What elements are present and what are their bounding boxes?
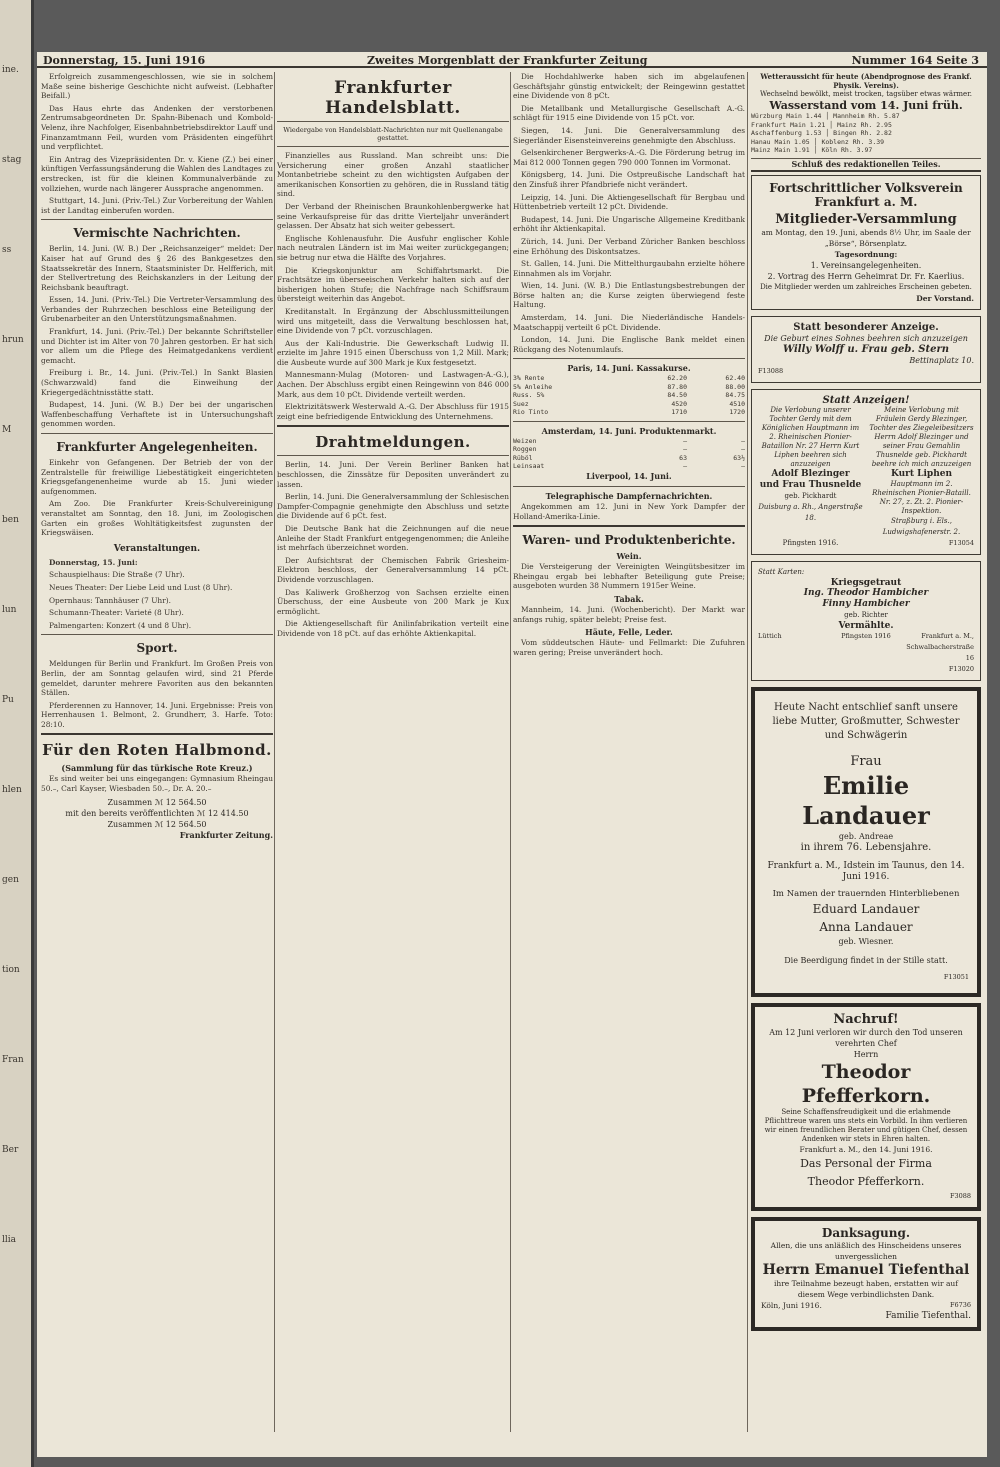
dank-place: Köln, Juni 1916. bbox=[761, 1300, 822, 1310]
engage-date: Pfingsten 1916. bbox=[782, 538, 839, 547]
nachruf-code: F3088 bbox=[949, 1191, 971, 1200]
newspaper-page bbox=[37, 52, 987, 1457]
nachruf-signature-1: Das Personal der Firma bbox=[800, 1156, 932, 1170]
engage-left-text: Die Verlobung unserer Tochter Gerdy mit dem Königlichen Hauptmann im 2. Rheinischen Pionier-Bataillon Nr. 27 Herrn Kurt Liphen beehren sich anzuzeigen bbox=[761, 405, 860, 468]
amsterdam-row bbox=[513, 437, 745, 446]
column-2 bbox=[277, 72, 509, 1432]
drahtmeldungen-list bbox=[277, 460, 509, 638]
amsterdam-row-cell: Rüböl bbox=[513, 453, 533, 462]
sport-list bbox=[41, 659, 273, 729]
section-sport-title: Sport. bbox=[136, 641, 178, 656]
waren-title: Waren- und Produktenberichte. bbox=[522, 533, 736, 548]
wein-title: Wein. bbox=[616, 551, 642, 562]
engage-right-text: Meine Verlobung mit Fräulein Gerdy Blezinger, Tochter des Ziegeleibesitzers Herrn Adolf Blezinger und seiner Frau Gemahlin Thusnelde geb. Pickhardt beehre ich mich anzuzeigen bbox=[869, 405, 974, 468]
wedding-label: Vermählte. bbox=[838, 620, 894, 631]
section-vermischte-title: Vermischte Nachrichten. bbox=[73, 226, 241, 241]
haute-title: Häute, Felle, Leder. bbox=[585, 627, 673, 638]
market-news-item: Siegen, 14. Juni. Die Generalversammlung des Siegerländer Eisensteinvereins genehmigte den Abschluss. bbox=[513, 125, 745, 145]
engage-code: F13054 bbox=[948, 538, 974, 547]
verein-agenda-title: Tagesordnung: bbox=[834, 249, 898, 259]
vermischte-item: Freiburg i. Br., 14. Juni. (Priv.-Tel.) In Sankt Blasien (Schwarzwald) fand die Einweihung der Kriegergedächtnisstätte statt. bbox=[41, 368, 273, 397]
left-strip-fragment: llia bbox=[2, 1235, 17, 1245]
engage-title: Statt Anzeigen! bbox=[822, 394, 910, 406]
drahtmeldung-item: Berlin, 14. Juni. Der Verein Berliner Banken hat beschlossen, die Zinssätze für Depositen unverändert zu lassen. bbox=[277, 460, 509, 489]
wedding-place-right: Frankfurt a. M., Schwalbacherstraße 16 bbox=[906, 631, 974, 662]
market-news-item: Budapest, 14. Juni. Die Ungarische Allgemeine Kreditbank erhöht ihr Aktienkapital. bbox=[513, 214, 745, 234]
death-mourner-2-birth: geb. Wiesner. bbox=[838, 936, 894, 946]
paris-row bbox=[513, 400, 745, 409]
left-strip-fragment: hrun bbox=[2, 335, 24, 345]
stuttgart-item: Stuttgart, 14. Juni. (Priv.-Tel.) Zur Vorbereitung der Wahlen ist der Landtag einberufen worden. bbox=[41, 196, 273, 215]
nachruf-intro: Am 12 Juni verloren wir durch den Tod unseren verehrten Chef bbox=[769, 1027, 963, 1048]
amsterdam-table bbox=[513, 437, 745, 471]
column-rule bbox=[510, 72, 511, 1432]
column-4 bbox=[751, 72, 981, 1432]
market-news-item: Leipzig, 14. Juni. Die Aktiengesellschaft für Bergbau und Hüttenbetrieb verteilt 12 pCt. Dividende. bbox=[513, 192, 745, 212]
halbmond-signature: Frankfurter Zeitung. bbox=[179, 829, 273, 840]
water-row: Würzburg Main 1.44 │ Mannheim Rh. 5.87 bbox=[751, 112, 900, 120]
paris-row-cell: Suez bbox=[513, 399, 529, 408]
divider bbox=[513, 421, 745, 422]
halbmond-title: Für den Roten Halbmond. bbox=[42, 741, 272, 760]
halbmond-text: Es sind weiter bei uns eingegangen: Gymnasium Rheingau 50.–, Carl Kayser, Wiesbaden 50.–, Dr. A. 20.– bbox=[41, 774, 273, 794]
dank-signature: Familie Tiefenthal. bbox=[885, 1310, 971, 1321]
verein-signature: Der Vorstand. bbox=[916, 293, 974, 303]
paris-row-cell: 84.50 bbox=[667, 391, 687, 400]
engage-right-rank: Hauptmann im 2. Rheinischen Pionier-Bataill. Nr. 27, z. Zt. 2. Pionier-Inspektion. bbox=[872, 479, 971, 515]
engage-columns bbox=[758, 406, 974, 538]
left-strip-fragment: Pu bbox=[2, 695, 14, 705]
amsterdam-row-cell: 63 bbox=[679, 453, 687, 462]
handelsblatt-article: Die Kriegskonjunktur am Schiffahrtsmarkt. Die Frachtsätze im überseeischen Verkehr halten sich auf der bisherigen hohen Stufe; die Nachfrage nach Schiffsraum übersteigt weiterhin das Angebot. bbox=[277, 265, 509, 304]
paris-row-cell: 88.00 bbox=[725, 382, 745, 391]
weather-text: Wechselnd bewölkt, meist trocken, tagsüber etwas wärmer. bbox=[759, 90, 973, 98]
death-age: in ihrem 76. Lebensjahre. bbox=[800, 841, 932, 853]
death-mourner-2: Anna Landauer bbox=[819, 919, 913, 934]
lead-paragraphs bbox=[41, 72, 273, 193]
wedding-title: Kriegsgetraut bbox=[830, 577, 902, 588]
paris-row-cell: 62.40 bbox=[725, 374, 745, 383]
amsterdam-row-cell: 63½ bbox=[733, 453, 745, 462]
paris-row-cell: 4520 bbox=[671, 399, 687, 408]
wedding-code: F13020 bbox=[948, 664, 974, 673]
paris-row-cell: Russ. 5% bbox=[513, 391, 545, 400]
paris-row-cell: 1720 bbox=[729, 408, 745, 417]
nachruf-title: Nachruf! bbox=[833, 1011, 899, 1027]
dank-text: Allen, die uns anläßlich des Hinscheidens unseres unvergesslichen bbox=[770, 1240, 962, 1261]
lead-paragraph: Erfolgreich zusammengeschlossen, wie sie in solchem Maße seine bisherige Geschichte nicht aufweist. (Lebhafter Beifall.) bbox=[41, 72, 273, 101]
amsterdam-row-cell: — bbox=[683, 436, 687, 445]
left-strip-fragment: M bbox=[2, 425, 12, 435]
drahtmeldung-item: Die Aktiengesellschaft für Anilinfabrikation verteilt eine Dividende von 18 pCt. auf das erhöhte Aktienkapital. bbox=[277, 619, 509, 638]
death-birth: geb. Andreae bbox=[838, 831, 894, 841]
dank-footer bbox=[761, 1300, 971, 1311]
left-strip-fragment: hlen bbox=[2, 785, 22, 795]
left-page-strip bbox=[0, 0, 34, 1467]
paris-row-cell: 87.80 bbox=[667, 382, 687, 391]
divider bbox=[41, 634, 273, 635]
handelsblatt-article: Englische Kohlenausfuhr. Die Ausfuhr englischer Kohle nach neutralen Ländern ist im Mai weiter zurückgegangen; sie betrug nur etwa die Hälfte des Vorjahres. bbox=[277, 233, 509, 262]
left-strip-fragment: tion bbox=[2, 965, 20, 975]
drahtmeldungen-title: Drahtmeldungen. bbox=[315, 433, 471, 452]
paris-row bbox=[513, 383, 745, 392]
tabak-title: Tabak. bbox=[614, 593, 644, 604]
paris-row bbox=[513, 374, 745, 383]
amsterdam-row-cell: — bbox=[683, 445, 687, 454]
lead-paragraph: Ein Antrag des Vizepräsidenten Dr. v. Kiene (Z.) bei einer künftigen Verfassungsänderung die Wahlen des Landtages zu erstrecken, ist für die kleinen Kommunalverbände zu vollziehen, wurde nach längerer Aussprache angenommen. bbox=[41, 154, 273, 193]
angelegenheiten-item: Einkehr von Gefangenen. Der Betrieb der von der Zentralstelle für freiwillige Liebestätigkeit eingerichteten Kriegsgefangenenheime wurde ab 15. Juni wieder aufgenommen. bbox=[41, 458, 273, 496]
nachruf-herr: Herrn bbox=[853, 1049, 879, 1059]
engagement-ad bbox=[751, 389, 981, 555]
verein-note: Die Mitglieder werden um zahlreiches Erscheinen gebeten. bbox=[760, 282, 972, 291]
left-strip-fragment: lun bbox=[2, 605, 17, 615]
divider bbox=[513, 486, 745, 487]
wedding-groom: Ing. Theodor Hambicher bbox=[803, 587, 929, 598]
nachruf-signature-2: Theodor Pfefferkorn. bbox=[807, 1174, 925, 1188]
paris-row bbox=[513, 391, 745, 400]
handelsblatt-article: Finanzielles aus Russland. Man schreibt uns: Die Versicherung einer großen Anzahl staatlicher Montanbetriebe scheint zu den wichtigsten Aufgaben der amerikanischen Konsortien zu gehören, die in Russland tätig sind. bbox=[277, 151, 509, 199]
event-item: Palmengarten: Konzert (4 und 8 Uhr). bbox=[49, 620, 192, 630]
divider bbox=[277, 146, 509, 147]
dank-text-2: ihre Teilnahme bezeugt haben, erstatten wir auf diesem Wege verbindlichsten Dank. bbox=[773, 1278, 959, 1299]
page-header bbox=[37, 52, 987, 68]
engage-left-wife-birth: geb. Pickhardt bbox=[784, 491, 837, 500]
wedding-date: Pfingsten 1916 bbox=[841, 631, 891, 640]
market-news-item: Wien, 14. Juni. (W. B.) Die Entlastungsbestrebungen der Börse halten an; die Kurse zeigten überwiegend feste Haltung. bbox=[513, 281, 745, 310]
water-row: Aschaffenburg 1.53 │ Bingen Rh. 2.82 bbox=[751, 129, 892, 137]
handelsblatt-article: Aus der Kali-Industrie. Die Gewerkschaft Ludwig II. erzielte im Jahre 1915 einen Überschuss von 1,2 Mill. Mark; die Ausbeute wurde auf 300 Mark je Kux festgesetzt. bbox=[277, 338, 509, 367]
death-place: Frankfurt a. M., Idstein im Taunus, den 14. Juni 1916. bbox=[767, 860, 965, 882]
engage-left bbox=[758, 406, 863, 538]
paris-row-cell: 5% Anleihe bbox=[513, 382, 553, 391]
nachruf-place: Frankfurt a. M., den 14. Juni 1916. bbox=[799, 1144, 933, 1154]
water-title: Wasserstand vom 14. Juni früh. bbox=[769, 99, 963, 112]
market-news-item: Königsberg, 14. Juni. Die Ostpreußische Landschaft hat den Zinsfuß ihrer Pfandbriefe nicht verändert. bbox=[513, 170, 745, 189]
death-code: F13051 bbox=[943, 972, 969, 981]
left-strip-fragment: gen bbox=[2, 875, 19, 885]
amsterdam-row bbox=[513, 454, 745, 463]
verein-title: Fortschrittlicher Volksverein Frankfurt a. M. bbox=[769, 180, 963, 209]
death-note: Die Beerdigung findet in der Stille statt. bbox=[784, 955, 948, 965]
engage-right bbox=[869, 406, 974, 538]
handelsblatt-subtitle: Wiedergabe von Handelsblatt-Nachrichten nur mit Quellenangabe gestattet. bbox=[283, 126, 503, 142]
left-strip-fragment: ben bbox=[2, 515, 19, 525]
divider bbox=[41, 219, 273, 220]
water-row: Mainz Main 1.91 │ Köln Rh. 3.97 bbox=[751, 146, 873, 154]
wedding-bride: Finny Hambicher bbox=[822, 598, 910, 609]
handelsblatt-article: Der Verband der Rheinischen Braunkohlenbergwerke hat seine Verkaufspreise für das dritte Vierteljahr unverändert gelassen. Der Absatz hat sich weiter gebessert. bbox=[277, 201, 509, 231]
left-strip-fragment: ine. bbox=[2, 65, 19, 75]
verein-ad bbox=[751, 175, 981, 310]
vermischte-item: Essen, 14. Juni. (Priv.-Tel.) Die Vertreter-Versammlung des Verbandes der Ruhrzechen beschloss eine Beteiligung der Grubenarbeiter an den Unterstützungsmaßnahmen. bbox=[41, 295, 273, 324]
divider bbox=[277, 425, 509, 427]
vermischte-list bbox=[41, 244, 273, 429]
left-strip-fragment: stag bbox=[2, 155, 22, 165]
amsterdam-row-cell: Roggen bbox=[513, 445, 537, 454]
birth-address: Bettinaplatz 10. bbox=[909, 355, 974, 365]
amsterdam-row bbox=[513, 462, 745, 471]
column-1 bbox=[41, 72, 273, 1432]
amsterdam-row-cell: — bbox=[741, 462, 745, 471]
event-item: Schumann-Theater: Varieté (8 Uhr). bbox=[49, 608, 184, 618]
handelsblatt-title: Frankfurter Handelsblatt. bbox=[277, 78, 509, 122]
paris-row bbox=[513, 408, 745, 417]
market-news-item: Zürich, 14. Juni. Der Verband Züricher Banken beschloss eine Erhöhung des Diskontsatzes. bbox=[513, 236, 745, 256]
birth-names: Willy Wolff u. Frau geb. Stern bbox=[782, 343, 950, 355]
birth-ad bbox=[751, 316, 981, 383]
amsterdam-row-cell: Weizen bbox=[513, 436, 537, 445]
amsterdam-row-cell: — bbox=[741, 445, 745, 454]
death-mourner-1: Eduard Landauer bbox=[812, 901, 920, 916]
event-item: Schauspielhaus: Die Straße (7 Uhr). bbox=[49, 570, 185, 580]
verein-agenda-item: 1. Vereinsangelegenheiten. bbox=[810, 260, 922, 270]
paris-row-cell: 1710 bbox=[671, 408, 687, 417]
engage-left-wife: und Frau Thusnelde bbox=[759, 479, 862, 490]
amsterdam-title: Amsterdam, 14. Juni. Produktenmarkt. bbox=[541, 425, 717, 436]
nachruf-text: Seine Schaffensfreudigkeit und die erlahmende Pflichttreue waren uns stets ein Vorbild. In ihm verlieren wir einen freundlichen Berater und gütigen Chef, dessen Andenken wir stets in Ehren halten. bbox=[764, 1107, 968, 1143]
vermischte-item: Frankfurt, 14. Juni. (Priv.-Tel.) Der bekannte Schriftsteller und Dichter ist im Alter von 70 Jahren gestorben. Er hat sich vor allem um die Pflege des Heimatgedankens verdient gemacht. bbox=[41, 327, 273, 365]
amsterdam-row bbox=[513, 445, 745, 454]
water-row: Frankfurt Main 1.21 │ Mainz Rh. 2.95 bbox=[751, 120, 892, 129]
header-date: Donnerstag, 15. Juni 1916 bbox=[43, 54, 206, 67]
wedding-prefix: Statt Karten: bbox=[758, 567, 805, 576]
wedding-bride-birth: geb. Richter bbox=[844, 610, 888, 619]
market-news-item: Die Hochdahlwerke haben sich im abgelaufenen Geschäftsjahr günstig entwickelt; der Reingewinn gestattet eine Dividende von 8 pCt. bbox=[513, 72, 745, 101]
wedding-ad bbox=[751, 561, 981, 681]
paris-title: Paris, 14. Juni. Kassakurse. bbox=[567, 363, 691, 374]
death-name: Emilie Landauer bbox=[802, 770, 930, 830]
drahtmeldung-item: Das Kaliwerk Großherzog von Sachsen erzielte einen Überschuss, der eine Ausbeute von 200 Mark je Kux ermöglicht. bbox=[277, 587, 509, 616]
death-intro: Heute Nacht entschlief sanft unsere liebe Mutter, Großmutter, Schwester und Schwägerin bbox=[772, 701, 960, 741]
handelsblatt-article: Mannesmann-Mulag (Motoren- und Lastwagen-A.-G.), Aachen. Der Abschluss ergibt einen Reingewinn von 846 000 Mark, aus dem 10 pCt. Dividende verteilt werden. bbox=[277, 370, 509, 399]
drahtmeldung-item: Berlin, 14. Juni. Die Generalversammlung der Schlesischen Dampfer-Compagnie genehmigte den Abschluss und setzte die Dividende auf 6 pCt. fest. bbox=[277, 492, 509, 521]
verein-agenda bbox=[758, 260, 974, 282]
tele-text: Angekommen am 12. Juni in New York Dampfer der Holland-Amerika-Linie. bbox=[513, 501, 745, 521]
section-angelegenheiten-title: Frankfurter Angelegenheiten. bbox=[56, 440, 258, 454]
handelsblatt-article: Elektrizitätswerk Westerwald A.-G. Der Abschluss für 1915 zeigt eine befriedigende Entwicklung des Unternehmens. bbox=[277, 402, 509, 421]
dank-name: Herrn Emanuel Tiefenthal bbox=[762, 1261, 970, 1278]
angelegenheiten-item: Am Zoo. Die Frankfurter Kreis-Schulvereinigung veranstaltet am Sonntag, den 18. Juni, im Zoologischen Garten ein großes Wohltätigkeitsfest zugunsten der Kriegswäisen. bbox=[41, 499, 273, 538]
angelegenheiten-list bbox=[41, 458, 273, 538]
editorial-end-note: Schluß des redaktionellen Teiles. bbox=[751, 158, 981, 172]
divider bbox=[513, 525, 745, 527]
paris-row-cell: Rio Tinto bbox=[513, 408, 549, 417]
dank-code: F6736 bbox=[949, 1300, 971, 1309]
header-edition: Zweites Morgenblatt der Frankfurter Zeitung bbox=[367, 54, 648, 67]
tele-title: Telegraphische Dampfernachrichten. bbox=[545, 490, 713, 501]
engage-footer bbox=[758, 538, 974, 549]
vermischte-item: Budapest, 14. Juni. (W. B.) Der bei der ungarischen Waffenbeschaffung Verhaftete ist in Untersuchungshaft genommen worden. bbox=[41, 400, 273, 429]
lead-paragraph: Das Haus ehrte das Andenken der verstorbenen Zentrumsabgeordneten Dr. Spahn-Bibenach und Kombold-Velenz, ihre Nachfolger, Eisenbahnbetriebsdirektor Lauff und Finanzamtmann Feil, wurden vom Präsidenten eingeführt und verpflichtet. bbox=[41, 103, 273, 152]
paris-row-cell: 3% Rente bbox=[513, 374, 545, 383]
verein-agenda-item: 2. Vortrag des Herrn Geheimrat Dr. Fr. Kaerlius. bbox=[767, 271, 965, 281]
market-news-item: Amsterdam, 14. Juni. Die Niederländische Handels-Maatschappij verteilt 6 pCt. Dividende. bbox=[513, 313, 745, 332]
engage-right-name: Kurt Liphen bbox=[890, 468, 953, 479]
wedding-place-left: Lüttich bbox=[758, 631, 782, 640]
liverpool-title: Liverpool, 14. Juni. bbox=[586, 470, 672, 481]
birth-title: Statt besonderer Anzeige. bbox=[793, 321, 939, 333]
paris-row-cell: 4510 bbox=[729, 399, 745, 408]
vermischte-item: Berlin, 14. Juni. (W. B.) Der „Reichsanzeiger“ meldet: Der Kaiser hat auf Grund des § 26 des Bankgesetzes den Staatssekretär des Innern, Staatsminister Dr. Helfferich, mit der Stellvertretung des Reichskanzlers in der Leitung der Reichsbank beauftragt. bbox=[41, 244, 273, 292]
left-strip-fragment: Fran bbox=[2, 1055, 24, 1065]
left-strip-fragment: Ber bbox=[2, 1145, 19, 1155]
water-row: Hanau Main 1.05 │ Koblenz Rh. 3.39 bbox=[751, 137, 885, 146]
amsterdam-row-cell: — bbox=[683, 462, 687, 471]
dank-title: Danksagung. bbox=[821, 1225, 911, 1240]
market-news-item: Die Metallbank und Metallurgische Gesellschaft A.-G. schlägt für 1915 eine Dividende von 15 pCt. vor. bbox=[513, 103, 745, 123]
column-rule bbox=[747, 72, 748, 1432]
engage-left-names: Adolf Blezinger bbox=[771, 468, 850, 479]
wedding-footer bbox=[758, 631, 974, 664]
handelsblatt-article: Kreditanstalt. In Ergänzung der Abschlussmitteilungen wird uns mitgeteilt, dass die Verwaltung beschlossen hat, eine Dividende von 7 pCt. vorzuschlagen. bbox=[277, 306, 509, 336]
birth-text: Die Geburt eines Sohnes beehren sich anzuzeigen bbox=[764, 333, 968, 343]
event-item: Neues Theater: Der Liebe Leid und Lust (8 Uhr). bbox=[49, 582, 233, 592]
danksagung-notice bbox=[751, 1217, 981, 1331]
handelsblatt-articles bbox=[277, 151, 509, 421]
engage-right-address: Straßburg i. Els., Ludwigshafenerstr. 2. bbox=[882, 516, 961, 536]
halbmond-sum-3: Zusammen ℳ 12 564.50 bbox=[107, 819, 207, 829]
amsterdam-row-cell: Leinsaat bbox=[513, 462, 545, 471]
haute-text: Vom süddeutschen Häute- und Fellmarkt: Die Zufuhren waren gering; Preise unverändert hoch. bbox=[513, 638, 745, 657]
column-rule bbox=[274, 72, 275, 1432]
divider bbox=[277, 455, 509, 456]
wein-text: Die Versteigerung der Vereinigten Weingütsbesitzer im Rheingau ergab bei lebhafter Beteiligung gute Preise; ausgeboten wurden 38 Nummern 1915er Weine. bbox=[513, 562, 745, 591]
water-table bbox=[751, 112, 981, 155]
amsterdam-row-cell: — bbox=[741, 436, 745, 445]
verein-date: am Montag, den 19. Juni, abends 8½ Uhr, im Saale der „Börse“, Börsenplatz. bbox=[761, 227, 971, 248]
verein-subtitle: Mitglieder-Versammlung bbox=[775, 211, 957, 227]
drahtmeldung-item: Die Deutsche Bank hat die Zeichnungen auf die neue Anleihe der Stadt Frankfurt entgegengenommen; die Anleihe ist mehrfach überzeichnet worden. bbox=[277, 524, 509, 553]
weather-title: Wetteraussicht für heute (Abendprognose des Frankf. Physik. Vereins). bbox=[760, 72, 972, 90]
market-news-item: Gelsenkirchener Bergwerks-A.-G. Die Förderung betrug im Mai 812 000 Tonnen gegen 790 000 Tonnen im Vormonat. bbox=[513, 148, 745, 167]
divider bbox=[513, 358, 745, 359]
halbmond-sum-1: Zusammen ℳ 12 564.50 bbox=[107, 797, 207, 807]
market-news-item: St. Gallen, 14. Juni. Die Mittelthurgaubahn erzielte höhere Einnahmen als im Vorjahr. bbox=[513, 259, 745, 278]
drahtmeldung-item: Der Aufsichtsrat der Chemischen Fabrik Griesheim-Elektron beschloss, der Generalversammlung 14 pCt. Dividende vorzuschlagen. bbox=[277, 555, 509, 584]
divider bbox=[41, 433, 273, 434]
nachruf-name: Theodor Pfefferkorn. bbox=[801, 1060, 931, 1107]
sport-item: Meldungen für Berlin und Frankfurt. Im Großen Preis von Berlin, der am Sonntag gelaufen wird, sind 21 Pferde gemeldet, darunter mehrere Favoriten aus den bekannten Ställen. bbox=[41, 659, 273, 698]
paris-row-cell: 62.20 bbox=[667, 374, 687, 383]
engage-left-address: Duisburg a. Rh., Angerstraße 18. bbox=[758, 502, 863, 522]
paris-row-cell: 84.75 bbox=[725, 391, 745, 400]
market-news bbox=[513, 72, 745, 354]
header-page-number: Nummer 164 Seite 3 bbox=[851, 54, 979, 67]
sport-item: Pferderennen zu Hannover, 14. Juni. Ergebnisse: Preis von Herrenhausen 1. Belmont, 2. Grundherr, 3. Harfe. Toto: 28:10. bbox=[41, 700, 273, 729]
market-news-item: London, 14. Juni. Die Englische Bank meldet einen Rückgang des Notenumlaufs. bbox=[513, 335, 745, 354]
left-strip-fragment: ss bbox=[2, 245, 12, 255]
death-frau: Frau bbox=[850, 753, 882, 769]
halbmond-subtitle: (Sammlung für das türkische Rote Kreuz.) bbox=[61, 763, 253, 774]
death-notice bbox=[751, 687, 981, 997]
halbmond-sum-2: mit den bereits veröffentlichten ℳ 12 414.50 bbox=[65, 808, 249, 818]
events-list bbox=[41, 570, 273, 630]
tabak-text: Mannheim, 14. Juni. (Wochenbericht). Der Markt war anfangs ruhig, später belebt; Preise fest. bbox=[513, 604, 745, 624]
nachruf-notice bbox=[751, 1003, 981, 1211]
column-3 bbox=[513, 72, 745, 1432]
birth-code: F13088 bbox=[758, 366, 784, 375]
event-item: Opernhaus: Tannhäuser (7 Uhr). bbox=[49, 595, 171, 605]
death-mourners-head: Im Namen der trauernden Hinterbliebenen bbox=[772, 888, 960, 899]
events-date: Donnerstag, 15. Juni: bbox=[49, 557, 138, 567]
paris-table bbox=[513, 374, 745, 417]
divider bbox=[41, 733, 273, 735]
events-title: Veranstaltungen. bbox=[113, 543, 201, 554]
